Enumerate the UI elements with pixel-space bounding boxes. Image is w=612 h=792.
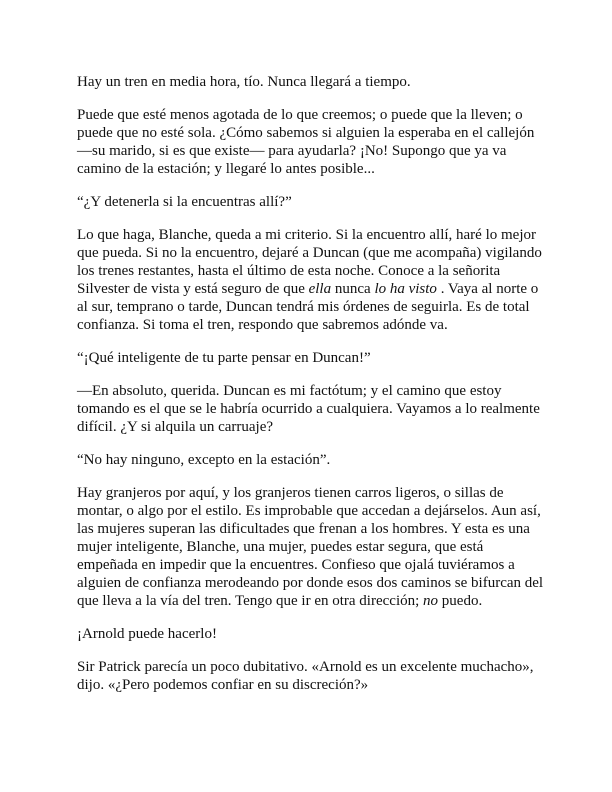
- paragraph-4: [77, 226, 547, 334]
- paragraph-4-text-before: Lo que haga, Blanche, queda a mi criterio. Si la encuentro allí, haré lo mejor que pueda. Si no la encuentro, dejaré a Duncan (que me acompaña) vigilando los trenes restantes, hasta el último de esta noche. Conoce a la señorita Silvester de vista y está seguro de que: [77, 227, 542, 297]
- paragraph-4-emphasis-lo-ha-visto: lo ha visto: [374, 281, 437, 297]
- paragraph-4-text-after: . Vaya al norte o al sur, temprano o tarde, Duncan tendrá mis órdenes de seguirla. Es de total confianza. Si toma el tren, respondo que sabremos adónde va.: [77, 281, 539, 333]
- paragraph-8-emphasis-no: no: [423, 593, 439, 609]
- paragraph-1: Hay un tren en media hora, tío. Nunca llegará a tiempo.: [77, 74, 411, 90]
- paragraph-6: —En absoluto, querida. Duncan es mi factótum; y el camino que estoy tomando es el que se le habría ocurrido a cualquiera. Vayamos a lo realmente difícil. ¿Y si alquila un carruaje?: [77, 383, 540, 435]
- paragraph-2: Puede que esté menos agotada de lo que creemos; o puede que la lleven; o puede que no esté sola. ¿Cómo sabemos si alguien la esperaba en el callejón —su marido, si es que existe— para ayudarla? ¡No! Supongo que ya va camino de la estación; y llegaré lo antes posible...: [77, 107, 535, 177]
- paragraph-4-emphasis-ella: ella: [308, 281, 332, 297]
- paragraph-5: “¡Qué inteligente de tu parte pensar en Duncan!”: [77, 350, 371, 366]
- paragraph-7: “No hay ninguno, excepto en la estación”.: [77, 452, 331, 468]
- paragraph-8: [77, 484, 547, 610]
- paragraph-9: ¡Arnold puede hacerlo!: [77, 626, 217, 642]
- paragraph-3: “¿Y detenerla si la encuentras allí?”: [77, 194, 292, 210]
- paragraph-4-text-middle: nunca: [331, 281, 375, 297]
- paragraph-10: Sir Patrick parecía un poco dubitativo. «Arnold es un excelente muchacho», dijo. «¿Pero podemos confiar en su discreción?»: [77, 659, 534, 693]
- paragraph-8-text-before: Hay granjeros por aquí, y los granjeros tienen carros ligeros, o sillas de montar, o algo por el estilo. Es improbable que accedan a dejárselos. Aun así, las mujeres superan las dificultades que frenan a los hombres. Y esta es una mujer inteligente, Blanche, una mujer, puedes estar segura, que está empeñada en impedir que la encuentres. Confieso que ojalá tuviéramos a alguien de confianza merodeando por donde esos dos caminos se bifurcan del que lleva a la vía del tren. Tengo que ir en otra dirección;: [77, 485, 544, 609]
- paragraph-8-text-after: puedo.: [438, 593, 483, 609]
- document-page: [77, 73, 547, 709]
